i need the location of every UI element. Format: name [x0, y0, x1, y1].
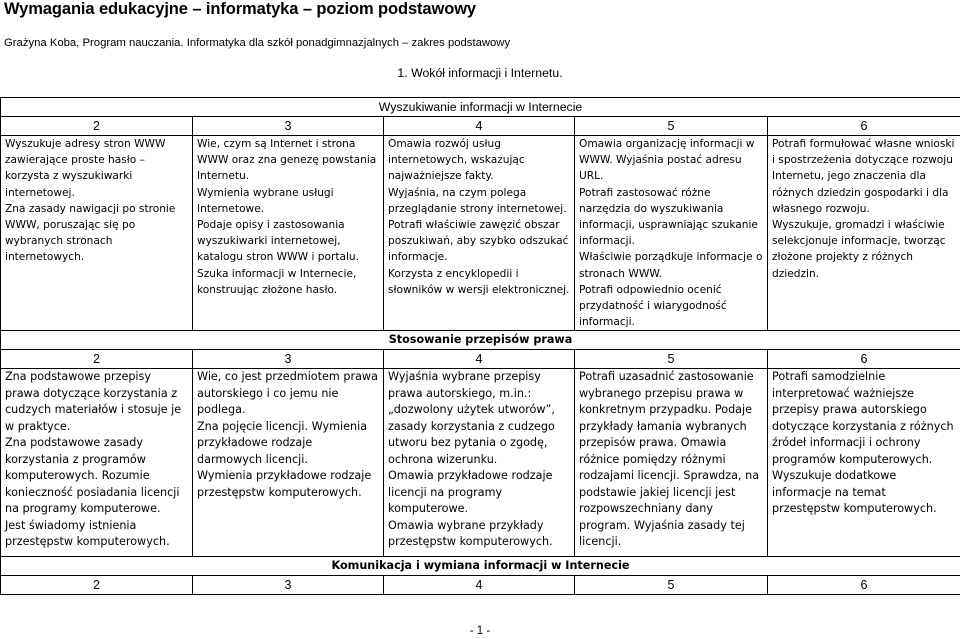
requirement-text: Potrafi samodzielnie interpretować ważniejsze przepisy prawa autorskiego dotyczące korzystania z różnych źródeł informacji i ochrony programów komputerowych.	[772, 370, 954, 466]
page-number: - 1 -	[469, 625, 491, 637]
topic-row	[1, 98, 960, 117]
grade-header: 5	[575, 350, 768, 369]
requirement-text: Omawia rozwój usług internetowych, wskazując najważniejsze fakty.	[388, 138, 525, 183]
requirements-cell	[193, 369, 384, 557]
grade-header: 4	[384, 576, 575, 595]
requirement-text: Omawia przykładowe rodzaje licencji na programy komputerowe.	[388, 469, 553, 516]
grade-header: 3	[193, 350, 384, 369]
requirement-text: Szuka informacji w Internecie, konstruując złożone hasło.	[197, 267, 357, 296]
requirement-text: Właściwie porządkuje informacje o stronach WWW.	[579, 251, 763, 280]
grade-header: 6	[768, 117, 960, 136]
requirement-text: Korzysta z encyklopedii i słowników w wersji elektronicznej.	[388, 267, 570, 296]
requirements-cell	[384, 136, 575, 331]
requirement-text: Potrafi właściwie zawęzić obszar poszukiwań, aby szybko odszukać informacje.	[388, 219, 569, 264]
requirement-text: Zna pojęcie licencji. Wymienia przykładowe rodzaje darmowych licencji.	[197, 419, 368, 466]
requirement-text: Zna zasady nawigacji po stronie WWW, poruszając się po wybranych stronach internetowych.	[5, 202, 176, 264]
requirements-cell	[768, 136, 960, 331]
grade-header: 5	[575, 576, 768, 595]
requirement-text: Wyszukuje dodatkowe informacje na temat przestępstw komputerowych.	[772, 469, 937, 516]
section-heading: 1. Wokół informacji i Internetu.	[397, 66, 563, 80]
topic-row	[1, 331, 960, 350]
requirement-text: Wymienia przykładowe rodzaje przestępstw komputerowych.	[197, 469, 372, 499]
grade-header: 2	[1, 350, 193, 369]
requirement-text: Wyszukuje adresy stron WWW zawierające proste hasło – korzysta z wyszukiwarki internetowej.	[5, 138, 166, 199]
requirement-text: Wyjaśnia, na czym polega przeglądanie strony internetowej.	[388, 186, 567, 215]
grade-header: 6	[768, 576, 960, 595]
requirements-cell	[384, 369, 575, 557]
grade-header: 4	[384, 117, 575, 136]
requirement-text: Wie, czym są Internet i strona WWW oraz zna genezę powstania Internetu.	[197, 138, 377, 183]
requirement-text: Podaje opisy i zastosowania wyszukiwarki internetowej, katalogu stron WWW i portalu.	[197, 219, 360, 264]
grade-header-row	[1, 576, 960, 595]
grade-header: 3	[193, 117, 384, 136]
requirements-row	[1, 369, 960, 557]
requirement-text: Wyjaśnia wybrane przepisy prawa autorskiego, m.in.: „dozwolony użytek utworów”, zasady korzystania z cudzego utworu bez pytania o zgodę, ochrona wizerunku.	[388, 370, 555, 466]
requirement-text: Potrafi zastosować różne narzędzia do wyszukiwania informacji, usprawniając szukanie informacji.	[579, 186, 758, 248]
grade-header: 4	[384, 350, 575, 369]
requirements-cell	[768, 369, 960, 557]
requirements-table	[0, 97, 960, 595]
document-subtitle: Grażyna Koba, Program nauczania. Informatyka dla szkół ponadgimnazjalnych – zakres podstawowy	[4, 37, 511, 49]
requirement-text: Zna podstawowe przepisy prawa dotyczące korzystania z cudzych materiałów i stosuje je w praktyce.	[5, 370, 182, 433]
topic-title: Stosowanie przepisów prawa	[1, 331, 960, 350]
requirements-cell	[1, 369, 193, 557]
requirement-text: Potrafi odpowiednio ocenić przydatność i wiarygodność informacji.	[579, 283, 727, 329]
grade-header: 3	[193, 576, 384, 595]
requirement-text: Jest świadomy istnienia przestępstw komputerowych.	[5, 518, 170, 549]
grade-header-row	[1, 117, 960, 136]
requirement-text: Omawia organizację informacji w WWW. Wyjaśnia postać adresu URL.	[579, 138, 755, 183]
grade-header: 2	[1, 576, 193, 595]
requirement-text: Potrafi formułować własne wnioski i spostrzeżenia dotyczące rozwoju Internetu, jego znaczenia dla różnych dziedzin gospodarki i dla własnego rozwoju.	[772, 138, 955, 215]
requirement-text: Omawia wybrane przykłady przestępstw komputerowych.	[388, 518, 553, 549]
grade-header: 5	[575, 117, 768, 136]
requirements-row	[1, 136, 960, 331]
requirement-text: Wyszukuje, gromadzi i właściwie selekcjonuje informacje, tworząc złożone projekty z różnych dziedzin.	[772, 219, 946, 280]
requirement-text: Zna podstawowe zasady korzystania z programów komputerowych. Rozumie konieczność posiadania licencji na programy komputerowe.	[5, 436, 180, 516]
topic-row	[1, 557, 960, 576]
grade-header: 6	[768, 350, 960, 369]
requirement-text: Potrafi uzasadnić zastosowanie wybranego przepisu prawa w konkretnym przypadku. Podaje przykłady łamania wybranych przepisów prawa. Omawia różnice pomiędzy różnymi rodzajami licencji. Sprawdza, na podstawie jakiej licencji jest rozpowszechniany dany program. Wyjaśnia zasady tej licencji.	[579, 370, 760, 549]
topic-title: Wyszukiwanie informacji w Internecie	[1, 98, 960, 117]
grade-header-row	[1, 350, 960, 369]
document-title: Wymagania edukacyjne – informatyka – poziom podstawowy	[4, 0, 477, 18]
grade-header: 2	[1, 117, 193, 136]
requirements-cell	[575, 369, 768, 557]
requirements-cell	[1, 136, 193, 331]
requirement-text: Wymienia wybrane usługi Internetowe.	[197, 186, 334, 215]
requirements-cell	[193, 136, 384, 331]
topic-title: Komunikacja i wymiana informacji w Internecie	[1, 557, 960, 576]
requirement-text: Wie, co jest przedmiotem prawa autorskiego i co jemu nie podlega.	[197, 370, 378, 417]
requirements-cell	[575, 136, 768, 331]
